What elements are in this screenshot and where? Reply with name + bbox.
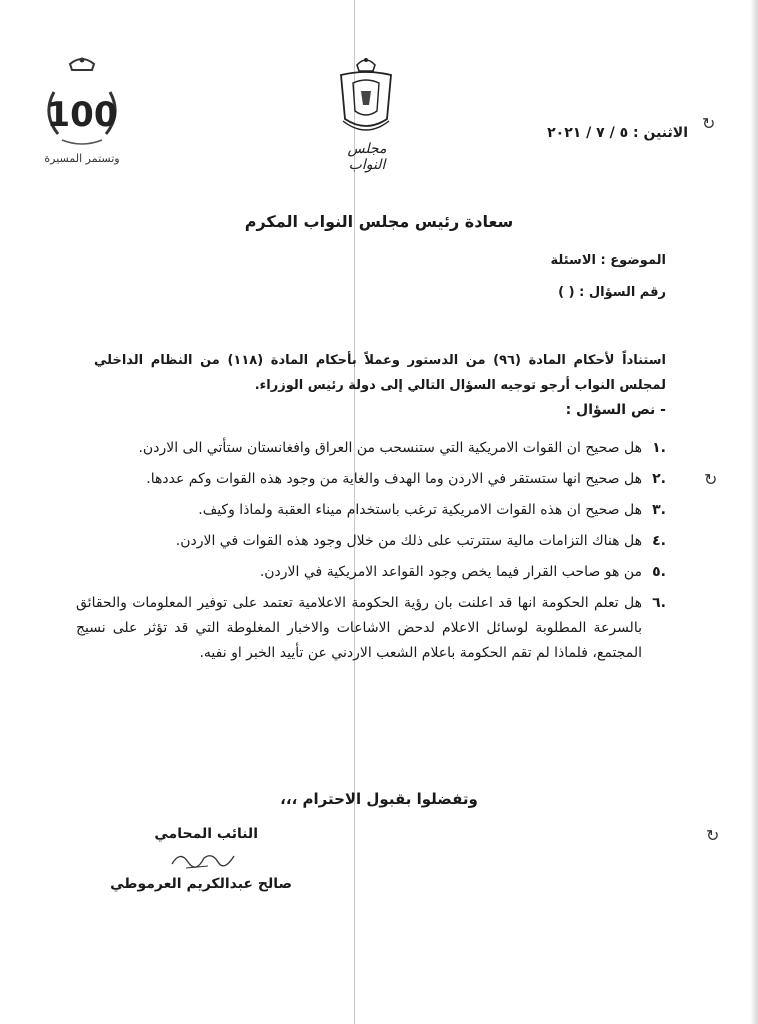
coat-of-arms-icon [335,55,397,141]
list-item [76,498,666,523]
centennial-tagline: وتستمر المسيرة [44,152,120,165]
item-number: .٤ [652,533,666,549]
handwritten-signature [168,846,238,872]
binder-hole-icon: ↻ [706,826,720,845]
centennial-logo-icon [32,52,132,152]
letter-date [547,125,688,141]
date-label: الاثنين : [633,125,688,141]
item-number: .٣ [652,502,666,518]
item-text: هل صحيح انها ستستقر في الاردن وما الهدف والغاية من وجود هذه القوات وكم عددها. [146,471,642,487]
list-item [76,560,666,585]
council-signature: مجلس النواب [347,141,387,173]
signer-title: النائب المحامي [154,826,258,842]
scan-edge-shadow [750,0,758,1024]
item-text: من هو صاحب القرار فيما يخص وجود القواعد الامريكية في الاردن. [259,564,642,580]
item-text: هل صحيح ان هذه القوات الامريكية ترغب باستخدام ميناء العقبة ولماذا وكيف. [198,502,642,518]
item-text: هل صحيح ان القوات الامريكية التي ستنسحب من العراق وافغانستان ستأتي الى الاردن. [138,440,642,456]
item-text: هل هناك التزامات مالية ستترتب على ذلك من خلال وجود هذه القوات في الاردن. [175,533,642,549]
item-number: .١ [652,440,666,456]
question-number: رقم السؤال : ( ) [558,285,666,300]
letter-subject: الموضوع : الاسئلة [550,253,666,268]
question-list [76,436,666,672]
centennial-number: 100 [46,95,118,135]
list-item [76,436,666,461]
list-item [76,529,666,554]
binder-hole-icon: ↻ [702,114,716,133]
item-text: هل تعلم الحكومة انها قد اعلنت بان رؤية الحكومة الاعلامية تعتمد على توفير المعلومات والحقائق بالسرعة المطلوبة لوسائل الاعلام لدحض الاشاعات والاخبار المغلوطة التي قد تؤثر على نسيج المجتمع، فلماذا لم تقم الحكومة باعلام الشعب الاردني عن تأييد الخبر او نفيه. [76,595,642,661]
centennial-logo [32,52,132,182]
signer-name: صالح عبدالكريم العرموطي [110,876,292,892]
question-heading: - نص السؤال : [565,402,666,418]
letter-title: سعادة رئيس مجلس النواب المكرم [244,212,514,231]
binder-hole-icon: ↻ [704,470,718,489]
parliament-emblem [335,55,397,173]
list-item [76,467,666,492]
list-item [76,591,666,666]
item-number: .٥ [652,564,666,580]
item-number: .٦ [652,595,666,611]
item-number: .٢ [652,471,666,487]
closing-line: وتفضلوا بقبول الاحترام ،،، [280,790,478,808]
intro-paragraph: استناداً لأحكام المادة (٩٦) من الدستور وعملاً بأحكام المادة (١١٨) من النظام الداخلي لمجلس النواب أرجو توجيه السؤال التالي إلى دولة رئيس الوزراء. [94,353,666,393]
date-value: ٥ / ٧ / ٢٠٢١ [547,125,629,141]
